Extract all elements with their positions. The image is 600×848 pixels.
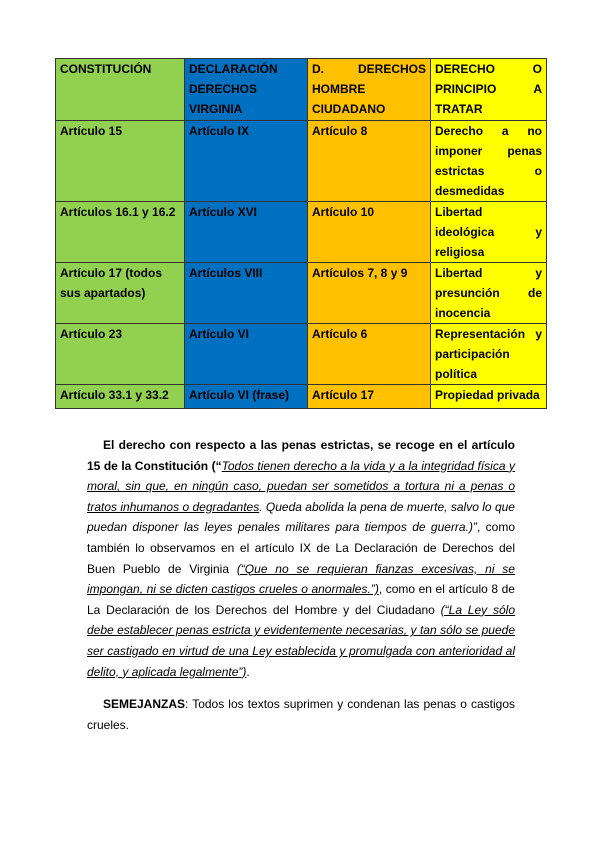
- quote-constitucion: Todos tienen derecho a la vida y a la integridad física y moral, sin que, en ningún caso, puedan ser sometidos a tortura ni a penas o tratos inhumanos o degradantes: [87, 458, 516, 514]
- cell-hombre-ciudadano: Artículos 7, 8 y 9: [308, 263, 431, 324]
- cell-hombre-ciudadano: Artículo 10: [308, 202, 431, 263]
- cell-virginia: Artículos VIII: [185, 263, 308, 324]
- table-row: [56, 263, 547, 324]
- paragraph-end: .: [246, 664, 250, 679]
- cell-constitucion: Artículo 33.1 y 33.2: [56, 385, 185, 409]
- paragraph-semejanzas: [87, 694, 515, 735]
- cell-derecho: Representación y participación política: [431, 324, 547, 385]
- cell-derecho: Propiedad privada: [431, 385, 547, 409]
- table-row: [56, 385, 547, 409]
- cell-constitucion: Artículo 15: [56, 121, 185, 202]
- header-virginia: DECLARACIÓN DERECHOS VIRGINIA: [185, 59, 308, 121]
- cell-derecho: Libertad y presunción de inocencia: [431, 263, 547, 324]
- table-row: [56, 202, 547, 263]
- header-constitucion: CONSTITUCIÓN: [56, 59, 185, 121]
- cell-constitucion: Artículos 16.1 y 16.2: [56, 202, 185, 263]
- comparison-table: [55, 58, 547, 409]
- table-header-row: [56, 59, 547, 121]
- quote-declaracion: (“La Ley sólo debe establecer penas estricta y evidentemente necesarias, y tan sólo se puede ser castigado en virtud de una Ley establecida y promulgada con anterioridad al delito, y aplicada legalmente”): [87, 602, 515, 679]
- table-row: [56, 121, 547, 202]
- cell-hombre-ciudadano: Artículo 8: [308, 121, 431, 202]
- cell-virginia: Artículo VI: [185, 324, 308, 385]
- cell-virginia: Artículo IX: [185, 121, 308, 202]
- cell-constitucion: Artículo 17 (todos sus apartados): [56, 263, 185, 324]
- cell-virginia: Artículo VI (frase): [185, 385, 308, 409]
- semejanzas-text: : Todos los textos suprimen y condenan las penas o castigos crueles.: [87, 697, 515, 732]
- cell-virginia: Artículo XVI: [185, 202, 308, 263]
- header-hombre-ciudadano: D. DERECHOS HOMBRE CIUDADANO: [308, 59, 431, 121]
- paragraph-penas-estrictas: [87, 435, 515, 682]
- cell-hombre-ciudadano: Artículo 6: [308, 324, 431, 385]
- paragraph-lead: El derecho con respecto a las penas estrictas, se recoge en el artículo 15 de la Constitución (“: [87, 438, 515, 473]
- paragraph-mid-2: , como en el artículo 8 de La Declaración de los Derechos del Hombre y del Ciudadano: [87, 582, 515, 617]
- quote-virginia: (“Que no se requieran fianzas excesivas, ni se impongan, ni se dicten castigos crueles o anormales.”): [87, 561, 515, 597]
- quote-constitucion-rest: . Queda abolida la pena de muerte, salvo lo que puedan disponer las leyes penales militares para tiempos de guerra.)”: [87, 499, 515, 535]
- cell-constitucion: Artículo 23: [56, 324, 185, 385]
- table-row: [56, 324, 547, 385]
- cell-derecho: Derecho a no imponer penas estrictas o desmedidas: [431, 121, 547, 202]
- cell-derecho: Libertad ideológica y religiosa: [431, 202, 547, 263]
- paragraph-mid-1: , como también lo observamos en el artículo IX de La Declaración de Derechos del Buen Pueblo de Virginia: [87, 520, 515, 576]
- header-derecho: DERECHO O PRINCIPIO A TRATAR: [431, 59, 547, 121]
- cell-hombre-ciudadano: Artículo 17: [308, 385, 431, 409]
- semejanzas-label: SEMEJANZAS: [103, 697, 186, 711]
